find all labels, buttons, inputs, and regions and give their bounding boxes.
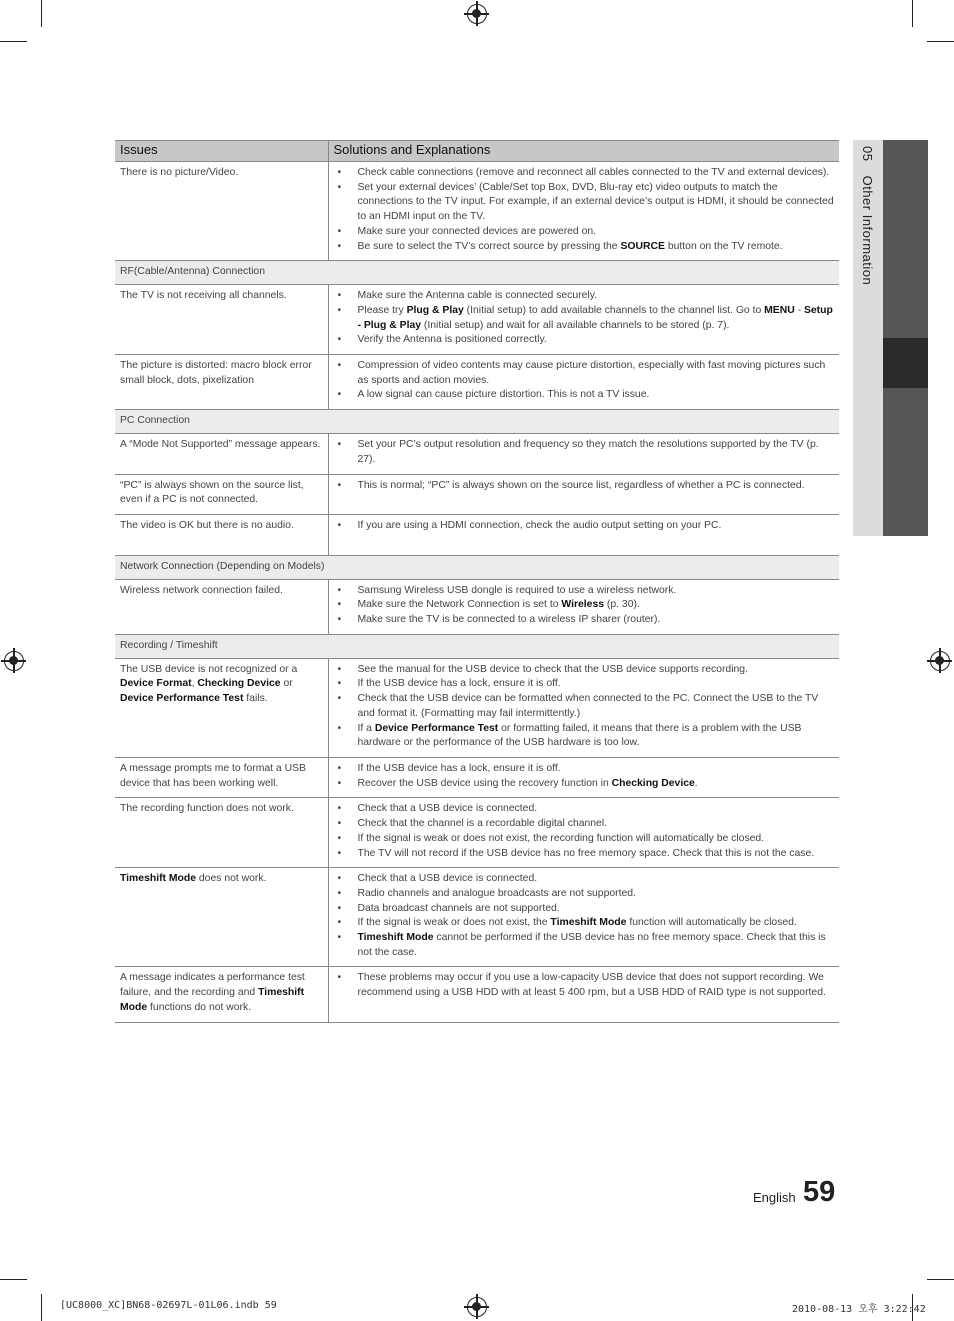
section-title: Network Connection (Depending on Models) (115, 555, 839, 579)
text-run: - (794, 304, 804, 316)
crop-mark (0, 41, 27, 42)
table-row (115, 798, 839, 868)
table-row (115, 514, 839, 555)
solution-list (338, 762, 835, 791)
solution-item (338, 777, 835, 792)
text-run: does not work. (196, 873, 267, 885)
solution-item (338, 677, 835, 692)
solution-cell (328, 514, 839, 555)
solution-cell (328, 474, 839, 514)
solution-item (338, 613, 835, 628)
solution-item (338, 598, 835, 613)
section-title: Recording / Timeshift (115, 634, 839, 658)
table-row (115, 579, 839, 634)
text-run: Samsung Wireless USB dongle is required to use a wireless network. (357, 584, 677, 596)
solution-cell (328, 434, 839, 474)
solution-item (338, 832, 835, 847)
issue-cell (115, 434, 328, 474)
bold-term: MENU (764, 304, 795, 316)
table-row (115, 355, 839, 410)
table-row (115, 434, 839, 474)
solution-item (338, 663, 835, 678)
solution-item (338, 388, 835, 403)
bold-term: Timeshift Mode (357, 932, 434, 944)
bold-term: Timeshift Mode (550, 917, 627, 929)
issue-cell (115, 967, 328, 1022)
solution-list (338, 519, 835, 534)
solution-item (338, 166, 835, 181)
bold-term: Checking Device (611, 777, 695, 789)
table-header-row (115, 141, 839, 162)
solution-list (338, 971, 835, 1000)
text-run: Please try (357, 304, 407, 316)
text-run: Compression of video contents may cause picture distortion, especially with fast moving pictures such as sports and action movies. (357, 360, 826, 386)
solution-list (338, 166, 835, 254)
issue-cell (115, 757, 328, 797)
issue-cell (115, 658, 328, 757)
text-run: Check cable connections (remove and reconnect all cables connected to the TV and external devices). (357, 167, 830, 178)
bold-term: Timeshift Mode (120, 873, 197, 885)
text-run: or (280, 678, 293, 690)
text-run: These problems may occur if you use a low-capacity USB device that does not support recording. We recommend using a USB HDD with at least 5 400 rpm, but a USB HDD of RAID type is not supported. (357, 972, 826, 999)
bold-term: Timeshift Mode (120, 987, 305, 1013)
section-title: RF(Cable/Antenna) Connection (115, 261, 839, 285)
solution-item (338, 692, 835, 721)
solution-item (338, 240, 835, 255)
crop-mark (927, 1279, 954, 1280)
text-run: If you are using a HDMI connection, check the audio output setting on your PC. (357, 519, 722, 531)
bold-term: Checking Device (197, 678, 281, 690)
issue-cell (115, 355, 328, 410)
section-header-row (115, 261, 839, 285)
solution-list (338, 663, 835, 751)
chapter-tab-marker (883, 338, 928, 388)
text-run: button on the TV remote. (664, 240, 783, 252)
text-run: Make sure the Antenna cable is connected securely. (357, 290, 598, 302)
text-run: A message prompts me to format a USB device that has been working well. (120, 762, 306, 789)
text-run: The TV will not record if the USB device has no free memory space. Check that this is not the case. (357, 847, 815, 859)
solution-cell (328, 757, 839, 797)
chapter-label (860, 146, 875, 285)
table-row (115, 162, 839, 261)
solution-item (338, 225, 835, 240)
text-run: . (694, 777, 698, 789)
solution-item (338, 438, 835, 467)
issue-cell (115, 868, 328, 967)
text-run: The TV is not receiving all channels. (120, 290, 287, 302)
solution-list (338, 802, 835, 861)
crop-mark (927, 41, 954, 42)
section-title: PC Connection (115, 410, 839, 434)
solution-item (338, 916, 835, 931)
solution-item (338, 762, 835, 777)
text-run: See the manual for the USB device to check that the USB device supports recording. (357, 663, 748, 675)
section-header-row (115, 555, 839, 579)
solution-item (338, 971, 835, 1000)
crop-mark (41, 1294, 42, 1321)
table-row (115, 474, 839, 514)
solution-list (338, 289, 835, 348)
issue-cell (115, 514, 328, 555)
bold-term: Plug & Play (406, 304, 464, 316)
solution-item (338, 802, 835, 817)
bold-term: SOURCE (620, 240, 665, 252)
solution-item (338, 584, 835, 599)
print-slug-file: [UC8000_XC]BN68-02697L-01L06.indb 59 (60, 1300, 277, 1311)
section-header-row (115, 634, 839, 658)
solution-cell (328, 285, 839, 355)
issue-cell (115, 474, 328, 514)
text-run: The USB device is not recognized or a (120, 663, 298, 675)
text-run: A message indicates a performance test failure, and the recording and (120, 972, 305, 999)
text-run: function will automatically be closed. (626, 917, 797, 929)
solutions-header: Solutions and Explanations (328, 141, 839, 162)
troubleshooting-table (115, 140, 839, 1023)
text-run: Verify the Antenna is positioned correctly. (357, 334, 547, 346)
solution-item (338, 333, 835, 348)
text-run: A “Mode Not Supported” message appears. (120, 439, 321, 451)
text-run: Make sure the TV is be connected to a wireless IP sharer (router). (357, 614, 661, 626)
solution-cell (328, 868, 839, 967)
solution-item (338, 847, 835, 862)
solution-item (338, 304, 835, 333)
text-run: (Initial setup) to add available channels to the channel list. Go to (463, 304, 765, 316)
solution-list (338, 872, 835, 960)
bold-term: Wireless (561, 599, 605, 611)
solution-item (338, 872, 835, 887)
solution-list (338, 438, 835, 467)
text-run: (Initial setup) and wait for all available channels to be stored (p. 7). (421, 319, 730, 331)
text-run: Radio channels and analogue broadcasts are not supported. (357, 887, 636, 899)
text-run: If the USB device has a lock, ensure it is off. (357, 678, 561, 690)
bold-term: Device Format (120, 678, 192, 690)
text-run: Check that the USB device can be formatted when connected to the PC. Connect the USB to the TV and format it. (Formatting may fail intermittently.) (357, 693, 819, 719)
registration-mark-icon (467, 1297, 487, 1317)
table-body (115, 162, 839, 1023)
bold-term: Device Performance Test (374, 722, 499, 734)
text-run: (p. 30). (604, 599, 640, 611)
text-run: Wireless network connection failed. (120, 584, 283, 596)
footer-language: English (753, 1190, 796, 1205)
solution-item (338, 519, 835, 534)
print-slug-date: 2010-08-13 오후 3:22:42 (792, 1304, 926, 1315)
text-run: There is no picture/Video. (120, 167, 239, 178)
text-run: , (191, 678, 198, 690)
chapter-title: Other Information (860, 175, 875, 286)
text-run: “PC” is always shown on the source list, even if a PC is not connected. (120, 479, 304, 506)
table-row (115, 967, 839, 1022)
crop-mark (912, 0, 913, 27)
solution-cell (328, 579, 839, 634)
table-row (115, 868, 839, 967)
text-run: functions do not work. (147, 1001, 252, 1013)
crop-mark (0, 1279, 27, 1280)
text-run: Set your external devices’ (Cable/Set top Box, DVD, Blu-ray etc) video outputs to match the connections to the TV input. For example, if an external device’s output is HDMI, it should be connected to an HDMI input on the TV. (357, 181, 834, 223)
solution-cell (328, 798, 839, 868)
solution-item (338, 887, 835, 902)
solution-cell (328, 355, 839, 410)
solution-item (338, 902, 835, 917)
text-run: Make sure the Network Connection is set to (357, 599, 562, 611)
solution-list (338, 479, 835, 494)
text-run: If the signal is weak or does not exist, the (357, 917, 551, 929)
solution-cell (328, 658, 839, 757)
issue-cell (115, 579, 328, 634)
registration-mark-icon (4, 651, 24, 671)
page-number: 59 (803, 1176, 836, 1208)
registration-mark-icon (467, 4, 487, 24)
issues-header: Issues (115, 141, 328, 162)
text-run: If the USB device has a lock, ensure it is off. (357, 762, 561, 774)
issue-cell (115, 285, 328, 355)
chapter-number: 05 (860, 146, 875, 162)
table-row (115, 658, 839, 757)
text-run: Check that a USB device is connected. (357, 803, 538, 815)
solution-item (338, 931, 835, 960)
text-run: or formatting failed, it means that there is a problem with the USB hardware or the performance of the USB hardware is too low. (357, 722, 802, 749)
solution-list (338, 584, 835, 628)
text-run: The picture is distorted: macro block error small block, dots, pixelization (120, 360, 312, 386)
text-run: Check that a USB device is connected. (357, 873, 538, 885)
table-row (115, 285, 839, 355)
text-run: A low signal can cause picture distortion. This is not a TV issue. (357, 389, 650, 401)
registration-mark-icon (930, 651, 950, 671)
text-run: Data broadcast channels are not supported. (357, 902, 560, 914)
text-run: Be sure to select the TV’s correct source by pressing the (357, 240, 621, 252)
section-header-row (115, 410, 839, 434)
text-run: Set your PC’s output resolution and frequency so they match the resolutions supported by the TV (p. 27). (357, 439, 819, 465)
solution-list (338, 359, 835, 403)
solution-cell (328, 162, 839, 261)
text-run: If the signal is weak or does not exist, the recording function will automatically be closed. (357, 832, 765, 844)
solution-item (338, 289, 835, 304)
text-run: fails. (243, 693, 268, 705)
solution-item (338, 479, 835, 494)
solution-item (338, 181, 835, 225)
text-run: The recording function does not work. (120, 803, 294, 815)
issue-cell (115, 162, 328, 261)
solution-item (338, 359, 835, 388)
text-run: Check that the channel is a recordable digital channel. (357, 818, 608, 830)
bold-term: Setup - Plug & Play (357, 304, 833, 331)
solution-cell (328, 967, 839, 1022)
text-run: The video is OK but there is no audio. (120, 519, 294, 531)
crop-mark (41, 0, 42, 27)
text-run: Make sure your connected devices are powered on. (357, 225, 597, 237)
text-run: If a (357, 722, 375, 734)
text-run: cannot be performed if the USB device has no free memory space. Check that this is not the case. (357, 932, 826, 958)
table-row (115, 757, 839, 797)
issue-cell (115, 798, 328, 868)
solution-item (338, 817, 835, 832)
bold-term: Device Performance Test (120, 693, 244, 705)
text-run: This is normal; “PC” is always shown on the source list, regardless of whether a PC is connected. (357, 479, 805, 491)
text-run: Recover the USB device using the recovery function in (357, 777, 612, 789)
solution-item (338, 722, 835, 751)
